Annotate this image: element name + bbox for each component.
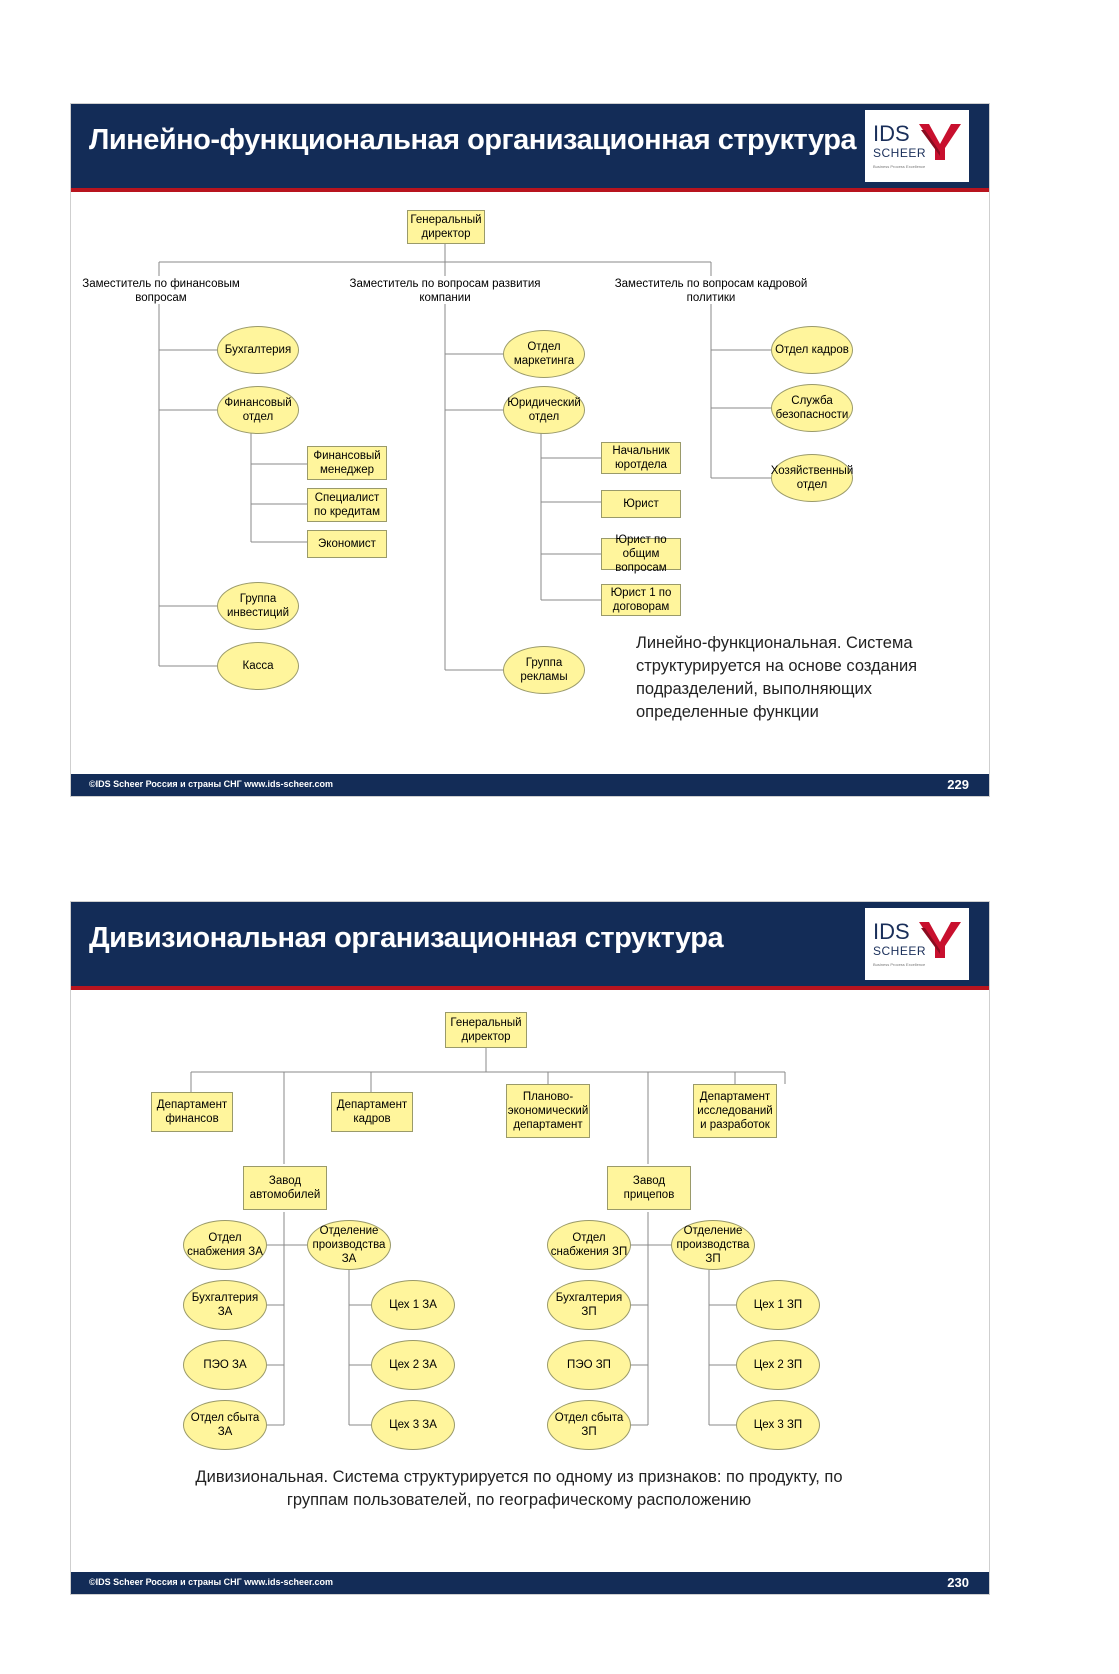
node-dept-planning: Планово-экономический департамент bbox=[506, 1084, 590, 1138]
node-auto-supply: Отдел снабжения ЗА bbox=[183, 1220, 267, 1270]
ids-scheer-logo: IDS SCHEER Business Process Excellence bbox=[865, 110, 969, 182]
node-trailer-shop-3: Цех 3 ЗП bbox=[736, 1400, 820, 1450]
node-auto-shop-3: Цех 3 ЗА bbox=[371, 1400, 455, 1450]
node-auto-peo: ПЭО ЗА bbox=[183, 1340, 267, 1390]
node-plant-auto: Завод автомобилей bbox=[243, 1166, 327, 1210]
node-cash: Касса bbox=[217, 642, 299, 690]
node-auto-production: Отделение производства ЗА bbox=[307, 1220, 391, 1270]
node-dept-finance: Департамент финансов bbox=[151, 1092, 233, 1132]
slide-divisional bbox=[70, 901, 990, 1595]
slide-description: Линейно-функциональная. Система структурируется на основе создания подразделений, выполняющих определенные функции bbox=[636, 634, 918, 721]
node-auto-sales: Отдел сбыта ЗА bbox=[183, 1400, 267, 1450]
node-deputy-hr: Заместитель по вопросам кадровой политики bbox=[614, 278, 808, 304]
node-plant-trailer: Завод прицепов bbox=[607, 1166, 691, 1210]
node-trailer-supply: Отдел снабжения ЗП bbox=[547, 1220, 631, 1270]
node-finance-dept: Финансовый отдел bbox=[217, 386, 299, 434]
node-dept-rnd: Департамент исследований и разработок bbox=[693, 1084, 777, 1138]
slide-title: Дивизиональная организационная структура bbox=[89, 922, 724, 954]
node-lawyer-contracts: Юрист 1 по договорам bbox=[601, 584, 681, 616]
footer-copyright: ©IDS Scheer Россия и страны СНГ www.ids-scheer.com bbox=[89, 1577, 333, 1587]
node-legal-head: Начальник юротдела bbox=[601, 442, 681, 474]
node-accounting: Бухгалтерия bbox=[217, 326, 299, 374]
node-hr-dept: Отдел кадров bbox=[771, 326, 853, 374]
slide-description: Дивизиональная. Система структурируется по одному из признаков: по продукту, по группам пользователей, по географическому расположению bbox=[195, 1468, 843, 1509]
page-number: 229 bbox=[947, 777, 969, 792]
node-investment-group: Группа инвестиций bbox=[217, 582, 299, 630]
node-lawyer-general: Юрист по общим вопросам bbox=[601, 538, 681, 570]
node-ad-group: Группа рекламы bbox=[503, 646, 585, 694]
node-ceo: Генеральный директор bbox=[407, 210, 485, 244]
slide-footer bbox=[71, 1572, 989, 1594]
node-dept-hr: Департамент кадров bbox=[331, 1092, 413, 1132]
node-trailer-sales: Отдел сбыта ЗП bbox=[547, 1400, 631, 1450]
node-legal-dept: Юридический отдел bbox=[503, 386, 585, 434]
page-number: 230 bbox=[947, 1575, 969, 1590]
node-trailer-peo: ПЭО ЗП bbox=[547, 1340, 631, 1390]
node-auto-shop-1: Цех 1 ЗА bbox=[371, 1280, 455, 1330]
slide-footer bbox=[71, 774, 989, 796]
slide-title: Линейно-функциональная организационная структура bbox=[89, 124, 857, 156]
ids-scheer-logo: IDS SCHEER Business Process Excellence bbox=[865, 908, 969, 980]
node-ceo: Генеральный директор bbox=[445, 1012, 527, 1048]
node-trailer-accounting: Бухгалтерия ЗП bbox=[547, 1280, 631, 1330]
node-auto-accounting: Бухгалтерия ЗА bbox=[183, 1280, 267, 1330]
node-credit-specialist: Специалист по кредитам bbox=[307, 488, 387, 522]
node-economist: Экономист bbox=[307, 530, 387, 558]
slide-linear-functional bbox=[70, 103, 990, 797]
node-household: Хозяйственный отдел bbox=[771, 454, 853, 502]
node-trailer-shop-1: Цех 1 ЗП bbox=[736, 1280, 820, 1330]
node-security: Служба безопасности bbox=[771, 384, 853, 432]
node-marketing: Отдел маркетинга bbox=[503, 330, 585, 378]
footer-copyright: ©IDS Scheer Россия и страны СНГ www.ids-scheer.com bbox=[89, 779, 333, 789]
node-trailer-production: Отделение производства ЗП bbox=[671, 1220, 755, 1270]
node-finance-manager: Финансовый менеджер bbox=[307, 446, 387, 480]
node-lawyer: Юрист bbox=[601, 490, 681, 518]
node-auto-shop-2: Цех 2 ЗА bbox=[371, 1340, 455, 1390]
node-deputy-development: Заместитель по вопросам развития компании bbox=[349, 278, 541, 304]
node-deputy-finance: Заместитель по финансовым вопросам bbox=[82, 278, 240, 304]
node-trailer-shop-2: Цех 2 ЗП bbox=[736, 1340, 820, 1390]
